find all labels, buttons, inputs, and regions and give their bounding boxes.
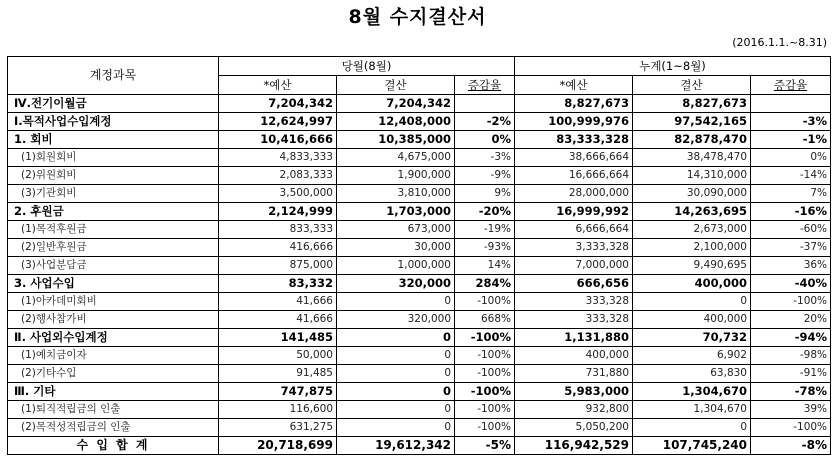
value-cell: 1,703,000 <box>337 203 455 221</box>
value-cell <box>751 95 831 113</box>
value-cell: 1,900,000 <box>337 167 455 185</box>
value-cell: 100,999,976 <box>515 113 633 131</box>
value-cell: -100% <box>455 365 515 383</box>
value-cell: 116,942,529 <box>515 437 633 455</box>
table-row <box>8 257 831 275</box>
value-cell: 3,500,000 <box>219 185 337 203</box>
value-cell: 0 <box>337 293 455 311</box>
value-cell: 9% <box>455 185 515 203</box>
table-row <box>8 95 831 113</box>
value-cell: 41,666 <box>219 293 337 311</box>
value-cell: 30,000 <box>337 239 455 257</box>
header-cumulative: 누계(1~8월) <box>515 57 831 76</box>
value-cell: 932,800 <box>515 401 633 419</box>
value-cell: 0 <box>337 347 455 365</box>
document-title: 8월 수지결산서 <box>348 6 487 28</box>
value-cell: 28,000,000 <box>515 185 633 203</box>
value-cell: -19% <box>455 221 515 239</box>
value-cell: 39% <box>751 401 831 419</box>
value-cell: 0 <box>337 419 455 437</box>
value-cell: 7,204,342 <box>337 95 455 113</box>
value-cell: 400,000 <box>633 275 751 293</box>
value-cell: -2% <box>455 113 515 131</box>
table-row <box>8 221 831 239</box>
value-cell: 5,050,200 <box>515 419 633 437</box>
table-row <box>8 383 831 401</box>
value-cell: -60% <box>751 221 831 239</box>
value-cell: 82,878,470 <box>633 131 751 149</box>
value-cell: 6,902 <box>633 347 751 365</box>
account-name-cell: Ⅰ.목적사업수입계정 <box>8 113 219 131</box>
table-row <box>8 203 831 221</box>
value-cell: 91,485 <box>219 365 337 383</box>
total-row <box>8 437 831 455</box>
table-row <box>8 401 831 419</box>
value-cell: 3,810,000 <box>337 185 455 203</box>
value-cell: 875,000 <box>219 257 337 275</box>
value-cell: 70,732 <box>633 329 751 347</box>
value-cell: -5% <box>455 437 515 455</box>
value-cell: 2,124,999 <box>219 203 337 221</box>
value-cell: 2,083,333 <box>219 167 337 185</box>
value-cell: 666,656 <box>515 275 633 293</box>
value-cell: 14,263,695 <box>633 203 751 221</box>
value-cell: 83,332 <box>219 275 337 293</box>
value-cell: -40% <box>751 275 831 293</box>
value-cell: -20% <box>455 203 515 221</box>
value-cell: 38,666,664 <box>515 149 633 167</box>
value-cell: 0% <box>455 131 515 149</box>
value-cell: 400,000 <box>515 347 633 365</box>
value-cell: 400,000 <box>633 311 751 329</box>
table-row <box>8 149 831 167</box>
account-name-cell: (1)회원회비 <box>8 149 219 167</box>
value-cell: 0 <box>337 365 455 383</box>
value-cell: 97,542,165 <box>633 113 751 131</box>
value-cell: -98% <box>751 347 831 365</box>
value-cell: 12,408,000 <box>337 113 455 131</box>
header-cumulative-rate: 증감율 <box>751 76 831 95</box>
value-cell: 4,833,333 <box>219 149 337 167</box>
value-cell: 16,666,664 <box>515 167 633 185</box>
header-monthly-settlement: 결산 <box>337 76 455 95</box>
value-cell: 8,827,673 <box>515 95 633 113</box>
value-cell: 5,983,000 <box>515 383 633 401</box>
value-cell: 2,100,000 <box>633 239 751 257</box>
value-cell: 2,673,000 <box>633 221 751 239</box>
table-row <box>8 347 831 365</box>
value-cell: -37% <box>751 239 831 257</box>
value-cell: -93% <box>455 239 515 257</box>
account-name-cell: 수 입 합 계 <box>8 437 219 455</box>
value-cell: 1,304,670 <box>633 401 751 419</box>
value-cell: 12,624,997 <box>219 113 337 131</box>
value-cell: -100% <box>455 401 515 419</box>
value-cell: -100% <box>751 419 831 437</box>
value-cell: -100% <box>455 383 515 401</box>
value-cell: 14,310,000 <box>633 167 751 185</box>
value-cell: 416,666 <box>219 239 337 257</box>
value-cell: 1,131,880 <box>515 329 633 347</box>
account-name-cell: (2)일반후원금 <box>8 239 219 257</box>
value-cell: 30,090,000 <box>633 185 751 203</box>
value-cell: 0 <box>633 293 751 311</box>
table-row <box>8 293 831 311</box>
account-name-cell: (2)목적성적립금의 인출 <box>8 419 219 437</box>
value-cell: 673,000 <box>337 221 455 239</box>
account-name-cell: (1)퇴직적립금의 인출 <box>8 401 219 419</box>
account-name-cell: (1)목적후원금 <box>8 221 219 239</box>
value-cell: 50,000 <box>219 347 337 365</box>
account-name-cell: Ⅲ. 기타 <box>8 383 219 401</box>
table-row <box>8 167 831 185</box>
value-cell: 63,830 <box>633 365 751 383</box>
account-name-cell: (3)기관회비 <box>8 185 219 203</box>
value-cell: 83,333,328 <box>515 131 633 149</box>
account-name-cell: (3)사업분담금 <box>8 257 219 275</box>
value-cell: 116,600 <box>219 401 337 419</box>
value-cell: -3% <box>455 149 515 167</box>
value-cell: -3% <box>751 113 831 131</box>
value-cell: 3,333,328 <box>515 239 633 257</box>
value-cell: 284% <box>455 275 515 293</box>
table-row <box>8 131 831 149</box>
value-cell: 631,275 <box>219 419 337 437</box>
value-cell: 1,000,000 <box>337 257 455 275</box>
value-cell: 7,204,342 <box>219 95 337 113</box>
header-cumulative-budget: *예산 <box>515 76 633 95</box>
value-cell: 41,666 <box>219 311 337 329</box>
value-cell: -14% <box>751 167 831 185</box>
value-cell: 7% <box>751 185 831 203</box>
table-row <box>8 365 831 383</box>
value-cell: -100% <box>455 329 515 347</box>
value-cell: 0% <box>751 149 831 167</box>
account-name-cell: Ⅳ.전기이월금 <box>8 95 219 113</box>
value-cell: -16% <box>751 203 831 221</box>
value-cell: 333,328 <box>515 293 633 311</box>
value-cell: 14% <box>455 257 515 275</box>
value-cell: -91% <box>751 365 831 383</box>
value-cell: 36% <box>751 257 831 275</box>
account-name-cell: (1)예치금이자 <box>8 347 219 365</box>
value-cell: -94% <box>751 329 831 347</box>
value-cell: 4,675,000 <box>337 149 455 167</box>
account-name-cell: 3. 사업수입 <box>8 275 219 293</box>
value-cell: 1,304,670 <box>633 383 751 401</box>
header-monthly-budget: *예산 <box>219 76 337 95</box>
value-cell: 747,875 <box>219 383 337 401</box>
value-cell: 141,485 <box>219 329 337 347</box>
table-row <box>8 185 831 203</box>
value-cell: -8% <box>751 437 831 455</box>
settlement-table <box>7 56 831 455</box>
table-row <box>8 419 831 437</box>
header-monthly: 당월(8월) <box>219 57 515 76</box>
value-cell: -100% <box>751 293 831 311</box>
value-cell: 833,333 <box>219 221 337 239</box>
table-body <box>8 95 831 455</box>
account-name-cell: (2)행사참가비 <box>8 311 219 329</box>
value-cell: 7,000,000 <box>515 257 633 275</box>
value-cell: 0 <box>337 401 455 419</box>
value-cell: 107,745,240 <box>633 437 751 455</box>
account-name-cell: (2)위원회비 <box>8 167 219 185</box>
value-cell: 10,416,666 <box>219 131 337 149</box>
value-cell: 8,827,673 <box>633 95 751 113</box>
table-row <box>8 239 831 257</box>
value-cell: 16,999,992 <box>515 203 633 221</box>
value-cell: 320,000 <box>337 275 455 293</box>
value-cell: 0 <box>633 419 751 437</box>
value-cell: -100% <box>455 419 515 437</box>
value-cell: 20,718,699 <box>219 437 337 455</box>
value-cell: 19,612,342 <box>337 437 455 455</box>
value-cell: 9,490,695 <box>633 257 751 275</box>
account-name-cell: (2)기타수입 <box>8 365 219 383</box>
value-cell: 0 <box>337 383 455 401</box>
table-row <box>8 329 831 347</box>
account-name-cell: Ⅱ. 사업외수입계정 <box>8 329 219 347</box>
table-row <box>8 113 831 131</box>
value-cell: 0 <box>337 329 455 347</box>
value-cell: -9% <box>455 167 515 185</box>
value-cell: -78% <box>751 383 831 401</box>
value-cell: 6,666,664 <box>515 221 633 239</box>
account-name-cell: 1. 회비 <box>8 131 219 149</box>
period-label: (2016.1.1.~8.31) <box>732 36 827 49</box>
value-cell: 668% <box>455 311 515 329</box>
account-name-cell: (1)아카데미회비 <box>8 293 219 311</box>
value-cell: -1% <box>751 131 831 149</box>
value-cell: 333,328 <box>515 311 633 329</box>
value-cell: 20% <box>751 311 831 329</box>
header-cumulative-settlement: 결산 <box>633 76 751 95</box>
value-cell: 10,385,000 <box>337 131 455 149</box>
table-row <box>8 275 831 293</box>
value-cell <box>455 95 515 113</box>
value-cell: -100% <box>455 347 515 365</box>
value-cell: 320,000 <box>337 311 455 329</box>
header-monthly-rate: 증감율 <box>455 76 515 95</box>
account-name-cell: 2. 후원금 <box>8 203 219 221</box>
value-cell: 38,478,470 <box>633 149 751 167</box>
value-cell: -100% <box>455 293 515 311</box>
table-row <box>8 311 831 329</box>
value-cell: 731,880 <box>515 365 633 383</box>
header-account: 계정과목 <box>8 57 219 95</box>
